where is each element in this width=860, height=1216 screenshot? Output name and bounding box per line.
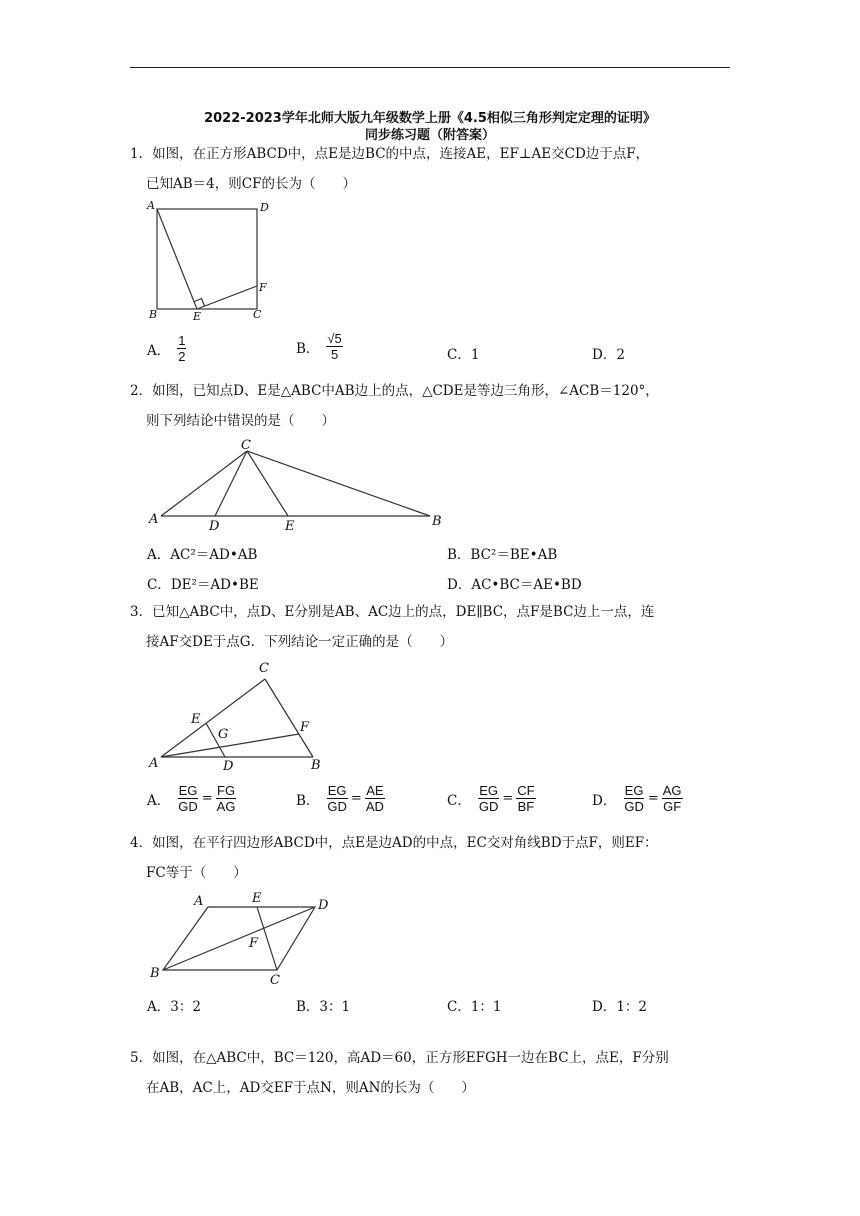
q3-label-G: G [218, 727, 229, 742]
document-title: 2022-2023学年北师大版九年级数学上册《4.5相似三角形判定定理的证明》 [204, 111, 656, 126]
question-2-figure [145, 438, 450, 533]
option-b-label: B． [296, 792, 320, 809]
question-4 [130, 828, 734, 888]
question-2-option-b[interactable]: B．BC²＝BE•AB [447, 547, 558, 563]
q1-label-F: F [259, 281, 267, 294]
fraction-denominator: AD [365, 799, 384, 814]
document-subtitle: 同步练习题（附答案） [364, 128, 495, 143]
fraction-denominator: GD [624, 799, 644, 814]
question-1-text-line2: 已知AB＝4，则CF的长为（ ） [146, 176, 356, 192]
question-4-option-d[interactable]: D．1：2 [592, 999, 648, 1015]
fraction-denominator: GD [478, 799, 499, 814]
fraction-numerator: 1 [178, 333, 186, 348]
equals-sign: = [350, 791, 362, 806]
header-rule [130, 67, 730, 68]
q2-label-B: B [432, 514, 442, 529]
question-1-figure [145, 200, 275, 325]
fraction-denominator: 2 [178, 349, 186, 364]
option-d-label: D． [592, 792, 617, 809]
fraction-numerator: CF [517, 783, 535, 798]
question-5-text-line1: 5．如图，在△ABC中，BC＝120，高AD＝60，正方形EFGH一边在BC上，点E，F分别 [130, 1050, 669, 1066]
question-5 [130, 1043, 734, 1103]
question-3-figure [145, 657, 335, 777]
option-a-left-fraction [177, 783, 199, 814]
question-1-option-c[interactable]: C．1 [447, 347, 480, 363]
fraction-numerator: √5 [327, 331, 342, 346]
q3-label-C: C [259, 661, 269, 676]
option-a-fraction [177, 333, 186, 364]
fraction-numerator: AG [662, 783, 682, 798]
equals-sign: = [201, 791, 213, 806]
option-c-left-fraction [478, 783, 500, 814]
q1-label-B: B [149, 308, 158, 321]
question-4-option-c[interactable]: C．1：1 [447, 999, 502, 1015]
option-a-right-fraction [216, 783, 237, 814]
option-b-fraction [326, 331, 342, 362]
question-4-text-line1: 4．如图，在平行四边形ABCD中，点E是边AD的中点，EC交对角线BD于点F，则EF： [130, 835, 658, 851]
q4-label-C: C [270, 973, 280, 988]
question-3-option-d[interactable] [592, 783, 684, 814]
question-1-option-a[interactable] [147, 333, 187, 364]
fraction-denominator: 5 [330, 347, 339, 362]
question-1-option-d[interactable]: D．2 [592, 347, 625, 363]
question-3-text-line2: 接AF交DE于点G．下列结论一定正确的是（ ） [146, 634, 454, 650]
q4-label-A: A [194, 894, 204, 909]
q3-label-E: E [191, 712, 201, 727]
question-3-option-c[interactable] [447, 783, 537, 814]
q4-label-E: E [252, 891, 262, 906]
fraction-denominator: GF [663, 799, 682, 814]
fraction-denominator: AG [216, 799, 236, 814]
option-c-label: C． [447, 792, 471, 809]
question-3-option-b[interactable] [296, 783, 386, 814]
question-2-option-d[interactable]: D．AC•BC＝AE•BD [447, 577, 582, 593]
q3-label-A: A [149, 756, 159, 771]
question-1-option-b[interactable] [296, 331, 344, 362]
q2-label-A: A [149, 512, 159, 527]
option-d-right-fraction [662, 783, 683, 814]
question-3 [130, 597, 734, 657]
question-5-text-line2: 在AB，AC上，AD交EF于点N，则AN的长为（ ） [146, 1080, 475, 1096]
q2-label-D: D [209, 519, 220, 534]
option-a-label: A． [147, 342, 171, 359]
question-2-text-line1: 2．如图，已知点D、E是△ABC中AB边上的点，△CDE是等边三角形，∠ACB＝120°， [130, 383, 659, 399]
fraction-numerator: EG [327, 783, 347, 798]
fraction-denominator: GD [327, 799, 347, 814]
fraction-numerator: EG [624, 783, 644, 798]
option-d-left-fraction [623, 783, 645, 814]
q2-label-C: C [241, 438, 251, 453]
question-1-text-line1: 1．如图，在正方形ABCD中，点E是边BC的中点，连接AE，EF⊥AE交CD边于点F， [130, 146, 650, 162]
q2-label-E: E [285, 519, 295, 534]
q3-label-D: D [223, 759, 234, 774]
q1-label-D: D [260, 201, 269, 214]
fraction-numerator: EG [479, 783, 498, 798]
question-2-text-line2: 则下列结论中错误的是（ ） [146, 413, 335, 429]
q4-label-F: F [249, 936, 259, 951]
fraction-numerator: EG [178, 783, 198, 798]
question-4-figure [145, 888, 345, 993]
question-3-text-line1: 3．已知△ABC中，点D、E分别是AB、AC边上的点，DE∥BC，点F是BC边上一点，连 [130, 604, 655, 620]
q1-label-C: C [253, 308, 262, 321]
option-a-label: A． [147, 792, 171, 809]
equals-sign: = [647, 791, 659, 806]
option-b-right-fraction [365, 783, 385, 814]
option-b-left-fraction [326, 783, 348, 814]
question-2-option-a[interactable]: A．AC²＝AD•AB [147, 547, 258, 563]
question-4-option-b[interactable]: B．3：1 [296, 999, 351, 1015]
fraction-denominator: GD [178, 799, 198, 814]
q1-label-A: A [147, 199, 155, 212]
question-1 [130, 139, 734, 199]
question-3-option-a[interactable] [147, 783, 237, 814]
option-c-right-fraction [516, 783, 535, 814]
fraction-numerator: FG [217, 783, 236, 798]
fraction-numerator: AE [366, 783, 384, 798]
fraction-denominator: BF [517, 799, 535, 814]
equals-sign: = [502, 791, 514, 806]
question-4-option-a[interactable]: A．3：2 [147, 999, 201, 1015]
q1-label-E: E [193, 310, 202, 323]
question-2-option-c[interactable]: C．DE²＝AD•BE [147, 577, 259, 593]
question-2 [130, 376, 734, 436]
q4-label-D: D [318, 898, 329, 913]
question-4-text-line2: FC等于（ ） [146, 865, 247, 881]
option-b-label: B． [296, 340, 320, 357]
q3-label-B: B [311, 758, 321, 773]
q3-label-F: F [300, 720, 310, 735]
q4-label-B: B [150, 966, 160, 981]
